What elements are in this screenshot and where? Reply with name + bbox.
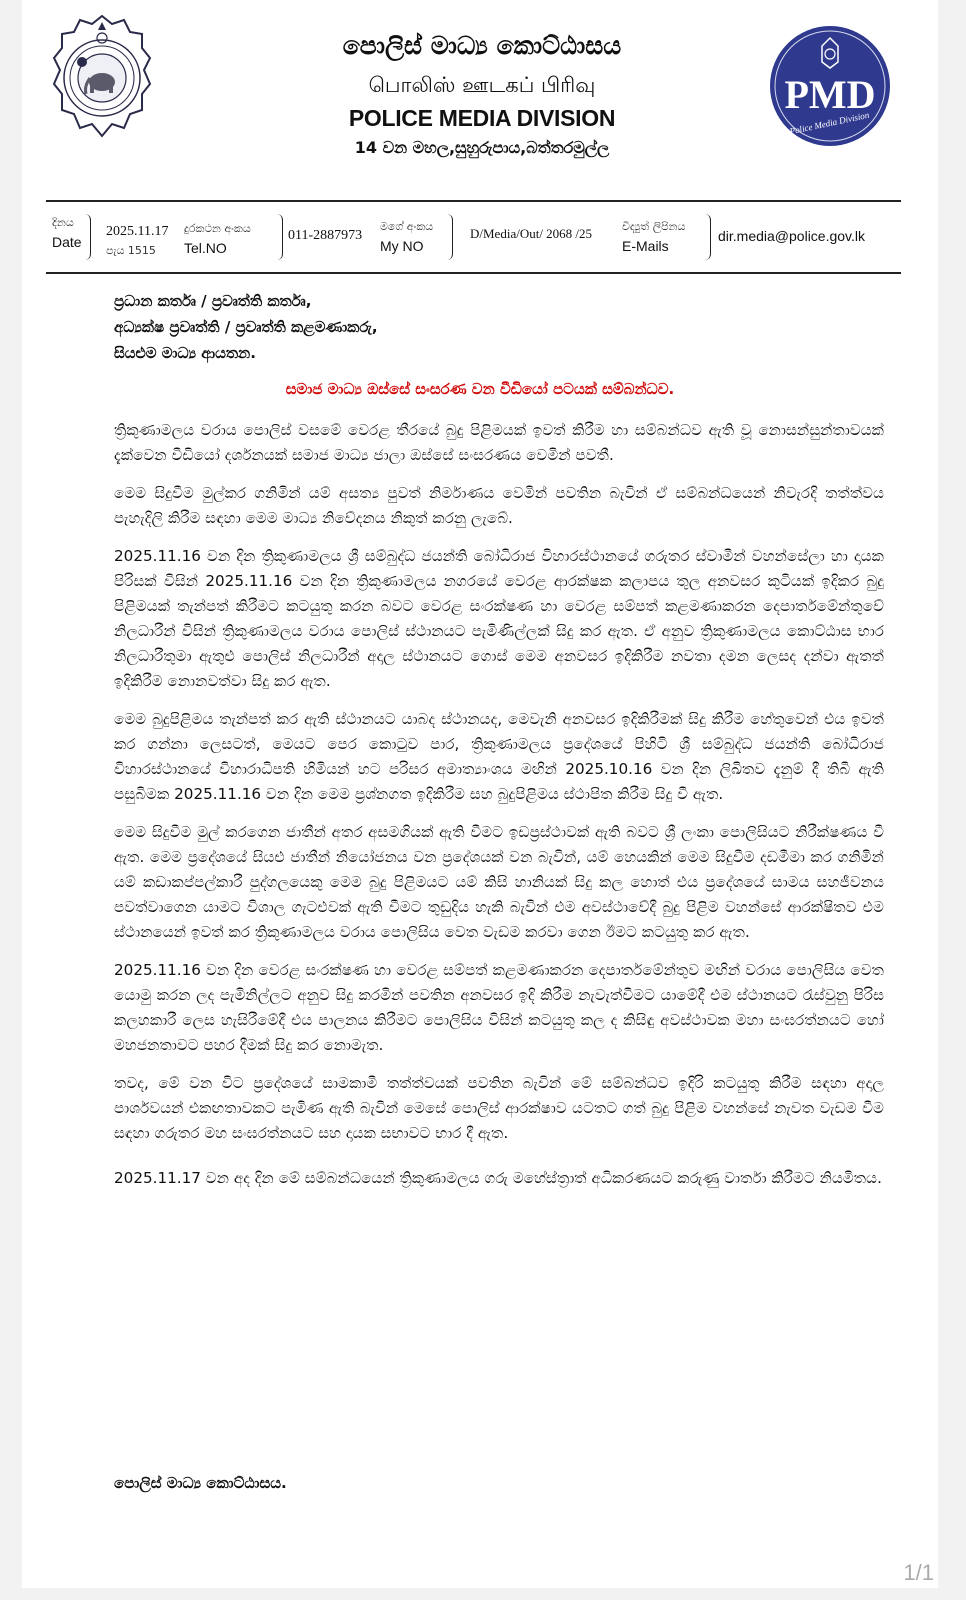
pmd-logo bbox=[768, 24, 892, 148]
date-label: දිනය Date bbox=[52, 216, 82, 250]
page-indicator: 1/1 bbox=[903, 1560, 934, 1585]
pmd-logo-caption: Police Media Division bbox=[788, 109, 871, 137]
addressee-line: සියළුම මාධ්‍ය ආයතන. bbox=[114, 344, 256, 362]
addressee-line: ප්‍රධාන කර්තෘ / ප්‍රවෘත්ති කර්තෘ, bbox=[114, 292, 312, 310]
signoff: පොලිස් මාධ්‍ය කොට්ඨාසය. bbox=[114, 1474, 287, 1492]
brace bbox=[704, 214, 711, 260]
body-paragraph: 2025.11.16 වන දින වෙරළ සංරක්ෂණ හා වෙරළ සම්පත් කළමණාකරන දෙපාර්තමේන්තුව මඟින් වරාය පොලිසිය වෙත යොමු කරන ලද පැමිනිල්ලට අනුව සිදු කරමින් පවතින අනවසර ඉදි කිරීම නැවැත්වීමට යාමේදී එම ස්ථානයට රැස්වුනු පිරිස කලහකාරී ලෙස හැසිරීමේදී එය පාලනය කිරීමට පොලිසිය විසින් කටයුතු කල ද කිසිඳු අවස්ථාවක මහා සංඝරත්නයට හෝ මහජනතාවට පහර දීමක් සිදු කර නොමැත. bbox=[114, 961, 884, 1054]
body-paragraph: තවද, මේ වන විට ප්‍රදේශයේ සාමකාමී තත්ත්වයක් පවතින බැවින් මේ සම්බන්ධව ඉදිරි කටයුතු කිරීම සඳහා අදාල පාර්ශවයන් එකඟතාවකට පැමිණ ඇති බැවින් මෙසේ පොලිස් ආරක්ෂාව යටතට ගත් බුදු පිළිම වහන්සේ නැවත වැඩම වීම සඳහා ගරුතර මහ සංඝරත්නයට සහ දායක සභාවට භාර දී ඇත. bbox=[114, 1074, 884, 1142]
brace bbox=[276, 214, 283, 260]
body-paragraph: මෙම බුදුපිළිමය තැන්පත් කර ඇති ස්ථානයට යාබද ස්ථානයද, මෙවැනි අනවසර ඉදිකිරීමක් සිදු කිරීම හේතුවෙන් එය ඉවත් කර ගන්නා ලෙසටත්, මෙයට පෙර කොටුව පාර, ත්‍රිකුණාමලය ප්‍රදේශයේ පිහිටි ශ්‍රී සම්බුද්ධ ජයන්ති බෝධිරාජ විහාරස්ථානයේ විහාරාධිපති හිමියන් හට පරිසර අමාත්‍යාංශය මඟින් 2025.10.16 වන දින ලිඛිතව දැනුම් දී තිබී ඇති පසුබිමක 2025.11.16 වන දින මෙම ප්‍රශ්නගත ඉදිකිරීම සහ බුදුපිළිමය ස්ථාපිත කිරීම සිදු වී ඇත. bbox=[114, 710, 884, 803]
email-label: විද්‍යුත් ලිපිනය E-Mails bbox=[622, 220, 686, 254]
title-english: POLICE MEDIA DIVISION bbox=[348, 105, 616, 131]
pmd-logo-text: PMD bbox=[784, 72, 876, 117]
letterhead-title bbox=[222, 28, 742, 162]
my-no-value: D/Media/Out/ 2068 /25 bbox=[470, 226, 593, 241]
header-bottom-rule bbox=[46, 272, 901, 274]
body-paragraph: 2025.11.16 වන දින ත්‍රිකුණාමලය ශ්‍රී සම්බුද්ධ ජයන්ති බෝධිරාජ විහාරස්ථානයේ ගරුතර ස්වාමීන් වහන්සේලා හා දායක පිරිසක් විසින් 2025.11.16 වන දින ත්‍රිකුණාමලය නගරයේ වෙරළ ආරක්ෂක කලාපය තුල අනවසර කුටියක් ඉදිකර බුදු පිළිමයක් තැන්පත් කිරීමට කටයුතු කරන බවට වෙරළ සංරක්ෂණ හා වෙරළ සම්පත් කළමණාකරන දෙපාර්තමේන්තුවේ නිලධාරීන් විසින් ත්‍රිකුණාමලය වරාය පොලිස් ස්ථානයට පැමිණිල්ලක් සිදු කර ඇත. ඒ අනුව ත්‍රිකුණාමලය කොට්ඨාස භාර නිලධාරීතුමා ඇතුළු පොලිස් නිලධාරීන් අදාල ස්ථානයට ගොස් මෙම අනවසර ඉදිකිරීම නවතා දමන ලෙසද දන්වා ඇතත් ඉදිකිරීම නොනවත්වා සිදු කර ඇත. bbox=[114, 547, 884, 690]
subject-heading: සමාජ මාධ්‍ය ඔස්සේ සංසරණ වන වීඩියෝ පටයක් සම්බන්ධව. bbox=[285, 380, 675, 398]
body-paragraph: මෙම සිදුවීම මුල්කර ගනිමින් යම් අසත්‍ය පුවත් නිර්මාණය වෙමින් පවතින බැවින් ඒ සම්බන්ධයෙන් නිවැරදි තත්ත්වය පැහැදිලි කිරීම සඳහා මෙම මාධ්‍ය නිවේදනය නිකුත් කරනු ලැබේ. bbox=[114, 484, 884, 527]
title-sinhala: පොලිස් මාධ්‍ය කොට්ඨාසය bbox=[342, 31, 622, 60]
title-tamil: பொலிஸ் ஊடகப் பிரிவு bbox=[368, 73, 596, 97]
tel-value: 011-2887973 bbox=[288, 228, 363, 243]
reference-bar bbox=[46, 210, 901, 268]
email-value[interactable]: dir.media@police.gov.lk bbox=[718, 228, 866, 244]
addressee-block bbox=[114, 288, 378, 366]
police-emblem-icon bbox=[52, 14, 152, 140]
office-address: 14 වන මහල,සුහුරුපාය,බත්තරමුල්ල bbox=[354, 138, 610, 157]
document-page bbox=[22, 0, 938, 1588]
my-no-label: මගේ අංකය My NO bbox=[380, 220, 434, 254]
date-value: 2025.11.17 පැය 1515 bbox=[106, 224, 169, 257]
body-paragraph: ත්‍රිකුණාමලය වරාය පොලිස් වසමේ වෙරළ තීරයේ බුදු පිළිමයක් ඉවත් කිරීම හා සම්බන්ධව ඇති වූ නොසන්සුන්තාවයක් දැක්වෙන වීඩියෝ දර්ශනයක් සමාජ මාධ්‍ය ජාලා ඔස්සේ සංසරණය වෙමින් පවතී. bbox=[114, 421, 884, 464]
brace bbox=[84, 214, 91, 260]
addressee-line: අධ්‍යක්ෂ ප්‍රවෘත්ති / ප්‍රවෘත්ති කළමණාකරු, bbox=[114, 318, 378, 336]
brace bbox=[446, 214, 453, 260]
header-top-rule bbox=[46, 200, 901, 202]
letter-body bbox=[114, 418, 884, 1204]
body-paragraph: 2025.11.17 වන අද දින මේ සම්බන්ධයෙන් ත්‍රිකුණාමලය ගරු මහේස්ත්‍රාත් අධිකරණයට කරුණු වාර්තා කිරීමට නියමිතය. bbox=[114, 1169, 882, 1187]
body-paragraph: මෙම සිදුවීම මුල් කරගෙන ජාතීන් අතර අසමගියක් ඇති වීමට ඉඩප්‍රස්ථාවක් ඇති බවට ශ්‍රී ලංකා පොලිසියට නිරීක්ෂණය වී ඇත. මෙම ප්‍රදේශයේ සියළු ජාතීන් නියෝජනය වන ප්‍රදේශයක් වන බැවින්, යම් හෙයකින් මෙම සිදුවීම දඩමීමා කර ගනිමින් යම් කඩාකප්පල්කාරී පුද්ගලයෙකු මෙම බුදු පිළිමයට යම් කිසි හානියක් සිදු කල හොත් එය ප්‍රදේශයේ සාමය සහජීවනය පවත්වාගෙන යාමට විශාල ගැටළුවක් ඇති වීමට තුඩුදිය හැකි බැවින් එම අවස්ථාවේදී බුදු පිළිම වහන්සේ ආරක්ෂිතව එම ස්ථානයෙන් ඉවත් කර ත්‍රිකුණාමලය වරාය පොලිසිය වෙත වැඩම කරවා ගෙන ඊමට කටයුතු කර ඇත. bbox=[114, 823, 884, 941]
tel-label: දුරකථන අංකය Tel.NO bbox=[184, 222, 251, 256]
